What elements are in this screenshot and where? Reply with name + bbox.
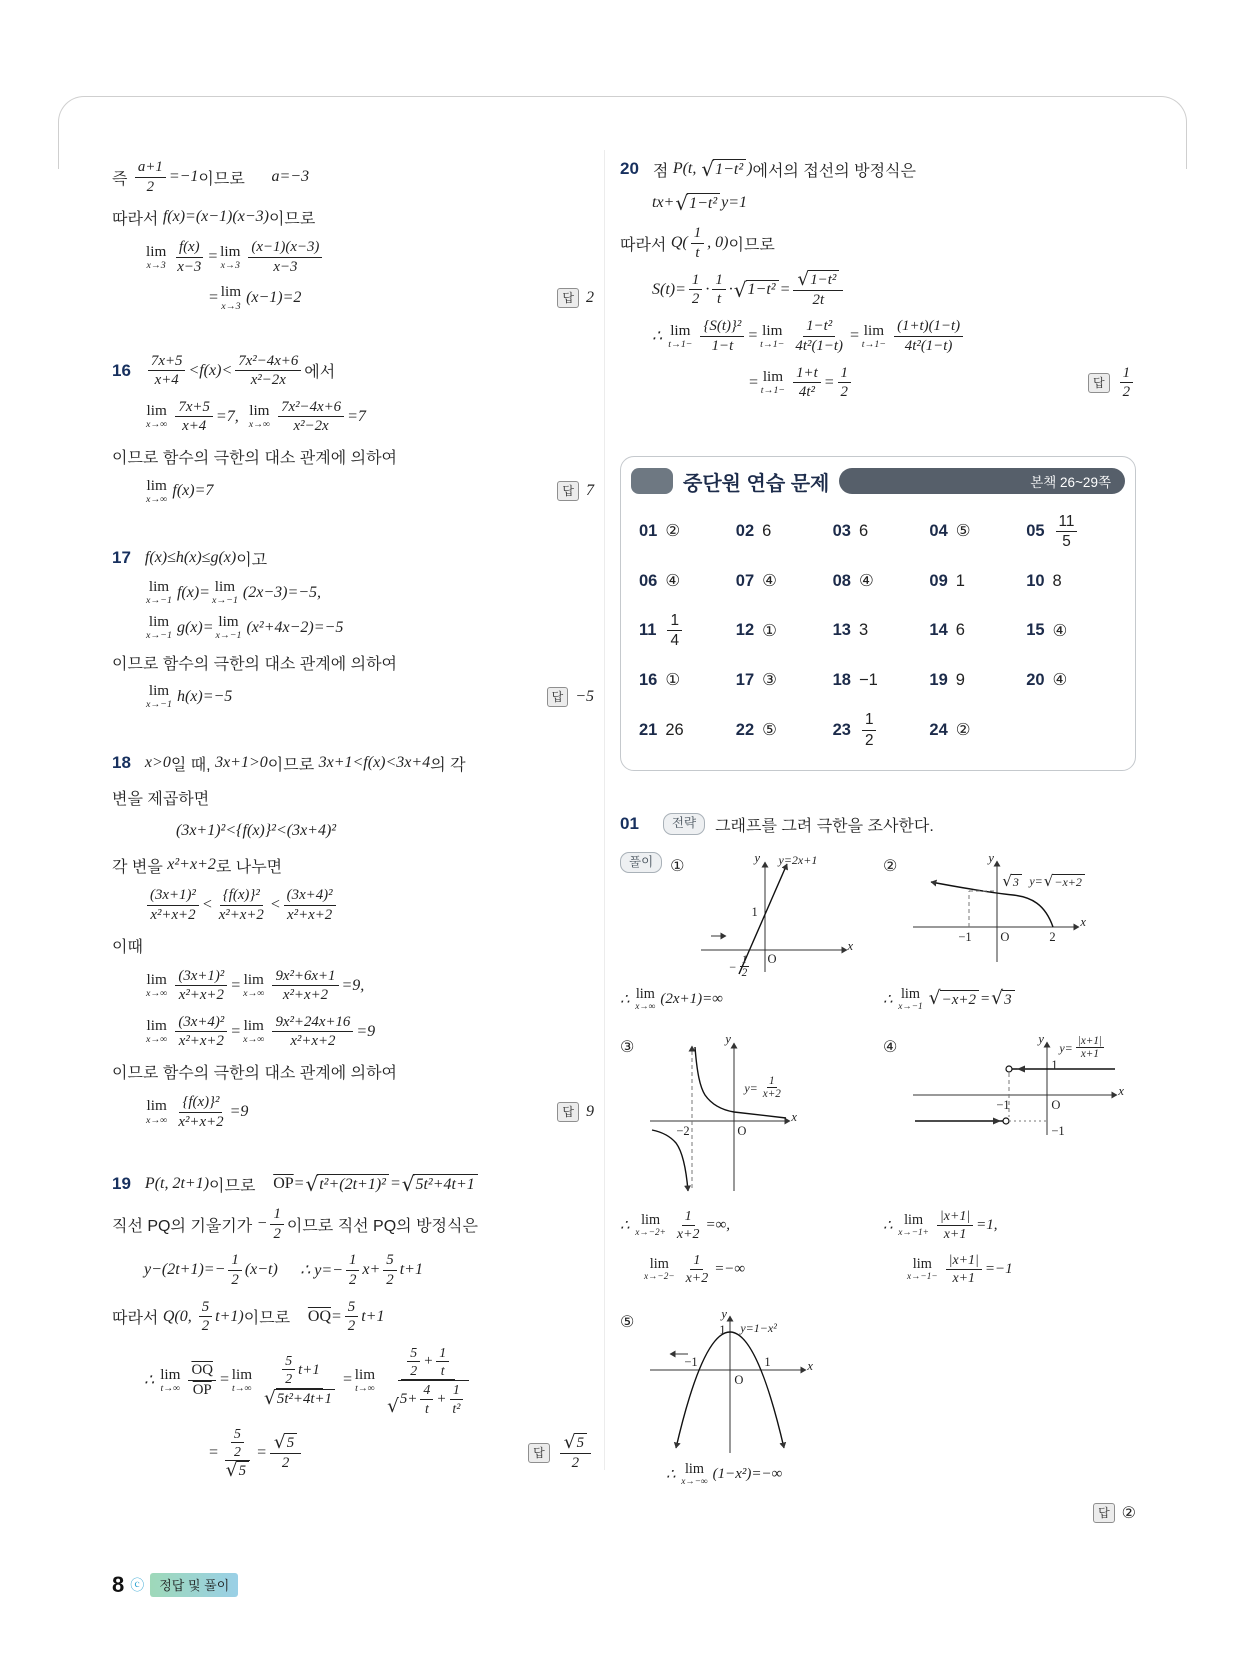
answer-badge: 답 <box>557 481 579 501</box>
item-marker: ① <box>670 857 685 875</box>
answer-number: 04 <box>929 521 948 540</box>
solution-line: 변을 제곱하면 <box>112 790 210 808</box>
problem-01-solution <box>620 813 1136 1526</box>
origin-label: O <box>737 1123 747 1138</box>
graphs-row-2 <box>620 1033 1136 1198</box>
answer-value: 8 <box>1052 571 1062 590</box>
answer-badge: 답 <box>547 687 569 707</box>
answer-item <box>833 611 924 650</box>
answer-number: 15 <box>1026 621 1045 640</box>
answer-number: 22 <box>735 720 755 739</box>
tick-label-neg1: −1 <box>958 929 972 944</box>
limit-conclusion: ∴ lim x→−2+ $\frac{1}{x+2}$ =∞, <box>620 1208 731 1243</box>
solution-line: 19 P(t, 2t+1) 이므로 $\overline{OP}$ = √ t²+(2t+1)² = √ 5t²+4t+1 <box>112 1171 594 1197</box>
answer-value: 6 <box>955 621 965 640</box>
solution-line: lim x→∞ $\frac{\text{(3x+4)²}}{\text{x²+x+2}}$ = lim x→∞ $\frac{\text{9x²+24x+16}}{\text{x²+x+2}}$ =9 <box>146 1013 376 1050</box>
conclusion-cell <box>883 983 1136 1017</box>
answer-item <box>929 611 1020 650</box>
answer-item <box>929 666 1020 694</box>
answer-value: 6 <box>858 521 869 540</box>
item-marker: ② <box>883 857 898 875</box>
answer-number: 16 <box>639 670 658 689</box>
answer-item <box>1026 567 1117 595</box>
origin-label: O <box>767 951 777 966</box>
tick-label-1-y: 1 <box>719 1322 726 1337</box>
answer-value: ⑤ <box>762 721 777 740</box>
tick-label-2: 2 <box>1049 929 1056 944</box>
solution-line: lim x→−1 g(x)= lim x→−1 (x²+4x−2)=−5 <box>146 613 344 642</box>
answer-number: 24 <box>929 720 948 739</box>
answer-box <box>1079 1503 1136 1523</box>
answer-value: ④ <box>762 572 777 591</box>
brand-watermark <box>150 1573 238 1597</box>
origin-label: O <box>1000 929 1010 944</box>
x-axis-label: x <box>807 1358 813 1373</box>
answer-value: 9 <box>955 670 965 689</box>
solution-line: y−(2t+1)=− $\frac{1}{2}$ (x−t) ∴ y=− $\frac{1}{2}$ x+ $\frac{5}{2}$ t+1 <box>144 1252 423 1288</box>
y-axis-label: y <box>725 1031 731 1046</box>
solution-line: (3x+1)²<{f(x)}²<(3x+4)² <box>176 822 337 840</box>
answer-value: 9 <box>586 1103 594 1121</box>
answer-badge: 답 <box>557 1102 579 1122</box>
answer-badge: 답 <box>557 288 579 308</box>
answer-key-box <box>620 456 1136 771</box>
solution-block <box>112 750 594 1131</box>
answer-value: $\frac{11}{5}$ <box>1053 512 1081 551</box>
answer-value: 3 <box>858 621 869 640</box>
answer-value: 1 <box>955 571 965 590</box>
x-axis-label: x <box>791 1109 797 1124</box>
solution-line: 이므로 함수의 극한의 대소 관계에 의하여 <box>112 450 397 468</box>
x-axis-label: x <box>847 938 854 953</box>
answer-value: ① <box>665 671 681 690</box>
problem-20-block <box>620 156 1136 402</box>
x-axis-label: x <box>1080 914 1086 929</box>
solution-line: lim x→−1 h(x)=−5 답 −5 <box>146 682 594 711</box>
strategy-badge: 전략 <box>663 813 705 835</box>
problem-01-header <box>620 813 1136 836</box>
answer-number: 21 <box>639 720 658 739</box>
answer-number: 17 <box>735 670 755 689</box>
limit-conclusion: ∴ lim x→−∞ (1−x²)=−∞ <box>666 1460 783 1487</box>
item-marker: ④ <box>883 1038 898 1056</box>
answer-value: ① <box>762 621 777 640</box>
graph-cell-1 <box>620 850 873 980</box>
solution-line: ∴ lim t→1− $\frac{\text{\{S(t)\}²}}{1-t}$ = lim t→1− $\frac{\text{1−t²}}{\text{4t²(1−t)}}$ = lim t→1− $\frac{(1+t)(1-t)}{\text{4t²(1−t)}}$ <box>620 317 1136 355</box>
origin-label: O <box>734 1372 744 1387</box>
problem-number: 17 <box>112 548 131 567</box>
answer-box <box>514 1433 594 1472</box>
answer-number: 20 <box>1026 670 1045 689</box>
problem-number: 16 <box>112 360 131 380</box>
graph-sqrt-function <box>905 852 1090 967</box>
answer-number: 11 <box>639 621 657 640</box>
solution-block <box>112 158 594 312</box>
answer-box <box>543 288 594 308</box>
column-divider <box>604 150 605 1470</box>
tick-label-neg1-x: −1 <box>996 1097 1010 1112</box>
tick-label-sqrt3: √ 3 <box>1001 874 1023 889</box>
answer-box <box>1074 364 1136 402</box>
tick-label-neg1: −1 <box>684 1354 698 1369</box>
limit-conclusion: lim x→−1− $\frac{|x+1|}{x+1}$ =−1 <box>907 1252 1013 1287</box>
footer-label: 정답 및 풀이 <box>159 1578 230 1593</box>
answer-item <box>639 512 730 551</box>
solution-line: 이므로 함수의 극한의 대소 관계에 의하여 <box>112 1065 397 1083</box>
limit-conclusion: lim x→−2− $\frac{1}{x+2}$ =−∞ <box>644 1252 746 1287</box>
solution-line: lim x→3 $\frac{f(x)}{x-3}$ = lim x→3 $\frac{(x-1)(x-3)}{x-3}$ <box>112 238 594 276</box>
graph-linear-function <box>693 850 858 980</box>
solution-block <box>620 156 1136 402</box>
solution-block <box>112 352 594 506</box>
solution-line: = lim x→3 (x−1)=2 답 2 <box>208 283 594 312</box>
answer-value: ④ <box>1052 671 1068 690</box>
answer-item <box>1026 611 1117 650</box>
answer-value: −5 <box>575 687 594 705</box>
answer-value: 7 <box>586 482 594 500</box>
answer-item <box>736 567 827 595</box>
answer-value: $\frac{1}{4}$ <box>664 611 685 650</box>
solution-line: 따라서 Q( $\frac{1}{t}$ , 0) 이므로 <box>620 225 775 261</box>
x-axis-label: x <box>1118 1083 1124 1098</box>
solution-line: 각 변을 x²+x+2 로 나누면 <box>112 856 283 876</box>
answer-number: 09 <box>929 571 948 590</box>
tick-label-neg1-y: −1 <box>1051 1123 1065 1138</box>
solution-block <box>112 1171 594 1481</box>
solution-line: 직선 PQ의 기울기가 − $\frac{1}{2}$ 이므로 직선 PQ의 방정식은 <box>112 1206 478 1242</box>
page-footer <box>112 1572 238 1598</box>
solution-block <box>112 545 594 710</box>
answer-number: 06 <box>639 571 658 590</box>
answer-grid <box>639 512 1117 750</box>
answer-key-title: 중단원 연습 문제 <box>683 472 830 495</box>
answer-number: 07 <box>735 571 755 590</box>
left-column <box>112 150 594 1521</box>
graph-cell-4 <box>883 1033 1136 1198</box>
answer-number: 14 <box>929 621 948 640</box>
limit-conclusion: ∴ lim x→∞ (2x+1)=∞ <box>620 986 723 1013</box>
answer-item <box>833 710 924 749</box>
function-label: y= $\frac{|x+1|}{x+1}$ <box>1059 1034 1102 1061</box>
answer-number: 19 <box>929 670 948 689</box>
solution-line: 이므로 함수의 극한의 대소 관계에 의하여 <box>112 655 397 673</box>
answer-number: 18 <box>832 670 851 689</box>
page-number: 8 <box>112 1572 125 1597</box>
solution-line: lim x→∞ $\frac{\text{(3x+1)²}}{\text{x²+x+2}}$ = lim x→∞ $\frac{\text{9x²+6x+1}}{\text{x²+x+2}}$ =9, <box>146 967 365 1004</box>
tick-label-1: 1 <box>1051 1057 1058 1072</box>
answer-item <box>929 512 1020 551</box>
y-axis-label: y <box>754 850 761 865</box>
graph-canvas <box>642 1033 802 1198</box>
answer-number: 23 <box>832 720 851 739</box>
answer-badge: 답 <box>1093 1503 1115 1523</box>
answer-item <box>929 567 1020 595</box>
solution-line: lim x→∞ $\frac{\text{\{f(x)\}²}}{\text{x²+x+2}}$ =9 답 9 <box>146 1093 594 1130</box>
empty-cell <box>883 1308 1136 1458</box>
solution-line: = lim t→1− $\frac{1+t}{\text{4t²}}$ = $\frac{1}{2}$ 답 $\frac{1}{2}$ <box>620 364 1136 402</box>
answer-item <box>639 710 730 749</box>
answer-item <box>1026 512 1117 551</box>
answer-badge: 답 <box>1088 373 1110 393</box>
answer-value: −1 <box>858 670 878 689</box>
solution-line: tx+ √ 1−t² y=1 <box>652 191 748 215</box>
graph-cell-3 <box>620 1033 873 1198</box>
answer-value: ⑤ <box>955 522 971 541</box>
limit-conclusion: ∴ lim x→−1+ $\frac{|x+1|}{x+1}$ =1, <box>883 1208 998 1243</box>
solution-line: 16 $\frac{7x+5}{x+4}$ <f(x)< $\frac{\text{7x²−4x+6}}{\text{x²−2x}}$ 에서 <box>112 352 336 389</box>
source-page-band <box>839 468 1125 494</box>
graph-reciprocal-function <box>642 1033 802 1198</box>
answer-number: 12 <box>735 621 755 640</box>
conclusions-row-1 <box>620 983 1136 1017</box>
answer-value: 2 <box>586 288 594 306</box>
answer-item <box>1026 666 1117 694</box>
solution-line: $\frac{\text{(3x+1)²}}{\text{x²+x+2}}$ < $\frac{\text{\{f(x)\}²}}{\text{x²+x+2}}$ < $\frac{\text{(3x+4)²}}{\text{x²+x+2}}$ <box>112 886 594 924</box>
conclusion-cell <box>620 983 873 1017</box>
final-answer-line <box>620 1500 1136 1526</box>
right-column <box>620 148 1136 1534</box>
solution-line: lim x→∞ f(x)=7 답 7 <box>146 476 594 506</box>
graph-cell-2 <box>883 852 1136 977</box>
solution-line: = $\frac{5}{2}$ √ 5 = √ 5 2 답 √ 5 2 <box>112 1425 594 1481</box>
graphs-row-3 <box>620 1308 1136 1458</box>
tick-label-1: 1 <box>751 904 758 919</box>
tick-label-neg2: −2 <box>676 1123 690 1138</box>
answer-number: 08 <box>832 571 851 590</box>
solution-line: 즉 $\frac{a+1}{2}$ =−1 이므로 a=−3 <box>112 159 310 195</box>
answer-value: ③ <box>762 671 777 690</box>
origin-label: O <box>1051 1097 1061 1112</box>
solution-line: 18 x>0 일 때, 3x+1>0 이므로 3x+1<f(x)<3x+4 의 각 <box>112 753 466 774</box>
answer-number: 13 <box>832 621 851 640</box>
answer-item <box>833 512 924 551</box>
graphs-row-1 <box>620 850 1136 980</box>
graph-parabola <box>642 1308 817 1458</box>
tick-label-neg-half: − $\frac{1}{2}$ <box>728 953 748 980</box>
conclusion-cell <box>883 1204 1136 1292</box>
graph-abs-step-function <box>905 1033 1130 1143</box>
answer-value: $\frac{1}{2}$ <box>1117 364 1136 402</box>
answer-badge: 답 <box>528 1443 550 1463</box>
answer-value: ② <box>665 522 681 541</box>
strategy-text: 그래프를 그려 극한을 조사한다. <box>715 817 934 835</box>
answer-box <box>543 481 594 501</box>
answer-key-header <box>631 467 1125 496</box>
answer-item <box>736 611 827 650</box>
answer-value: ④ <box>858 572 874 591</box>
function-label: y=1−x² <box>740 1320 777 1335</box>
limit-conclusion: ∴ lim x→−1 √ −x+2 = √ 3 <box>883 987 1016 1013</box>
answer-value: ④ <box>1052 621 1068 640</box>
item-marker: ③ <box>620 1038 635 1056</box>
solution-line: lim x→∞ $\frac{7x+5}{x+4}$ =7, lim x→∞ $\frac{\text{7x²−4x+6}}{\text{x²−2x}}$ =7 <box>146 398 366 435</box>
function-label: y=2x+1 <box>778 852 818 867</box>
graph-canvas <box>905 852 1090 967</box>
answer-item <box>736 666 827 694</box>
problem-number: 19 <box>112 1174 131 1194</box>
answer-item <box>639 567 730 595</box>
function-label: y= $\frac{1}{x+2}$ <box>744 1074 781 1101</box>
y-axis-label: y <box>1038 1031 1044 1046</box>
solution-line: 따라서 f(x)=(x−1)(x−3) 이므로 <box>112 208 316 228</box>
graph-cell-5 <box>620 1308 873 1458</box>
answer-box <box>533 687 594 707</box>
function-label: y= √ −x+2 <box>1029 874 1086 889</box>
answer-number: 03 <box>832 521 851 540</box>
answer-number: 10 <box>1026 571 1045 590</box>
problem-number: 01 <box>620 814 639 834</box>
answer-number: 02 <box>735 521 755 540</box>
solution-line: ∴ lim t→∞ $\frac{\overline{OQ}}{OP}$ = lim t→∞ $\frac{5}{2}$ t+1 √ 5t²+4t+1 = lim t→∞ $\frac{5}{2}$ + $\frac{1}{t}$ √ 5+ $\frac{4}{t}$ + $\frac{1}{\text{t²}}$ <box>112 1344 594 1417</box>
key-header-tab-decoration <box>631 468 673 494</box>
answer-item <box>833 567 924 595</box>
graph-canvas <box>642 1308 817 1458</box>
source-page-label: 본책 26~29쪽 <box>1030 475 1111 491</box>
conclusion-cell <box>620 1204 873 1292</box>
answer-value: ② <box>1121 1504 1136 1522</box>
answer-value: 26 <box>665 720 684 739</box>
answer-box <box>543 1102 594 1122</box>
answer-value: 6 <box>762 521 772 540</box>
problem-number: 20 <box>620 159 639 178</box>
solution-line: 17 f(x)≤h(x)≤g(x) 이고 <box>112 548 268 569</box>
answer-value: ④ <box>665 572 681 591</box>
answer-item <box>639 611 730 650</box>
answer-number: 05 <box>1026 521 1045 540</box>
solution-line: 20 점 P(t, √ 1−t² ) 에서의 접선의 방정식은 <box>620 157 916 181</box>
solution-line: 따라서 Q(0, $\frac{5}{2}$ t+1) 이므로 $\overline{OQ}$ = $\frac{5}{2}$ t+1 <box>112 1298 385 1335</box>
conclusions-row-2 <box>620 1204 1136 1292</box>
solution-badge: 풀이 <box>620 852 662 874</box>
item-marker: ⑤ <box>620 1313 635 1331</box>
answer-item <box>736 710 827 749</box>
answer-value: ② <box>955 721 971 740</box>
answer-number: 01 <box>639 521 658 540</box>
answer-item <box>929 710 1020 749</box>
brand-symbol: ⓒ <box>130 1577 145 1593</box>
answer-item <box>736 512 827 551</box>
solution-line: 이때 <box>112 939 143 957</box>
y-axis-label: y <box>988 850 994 865</box>
solution-line: lim x→−1 f(x)= lim x→−1 (2x−3)=−5, <box>146 578 322 607</box>
answer-item <box>833 666 924 694</box>
answer-item <box>639 666 730 694</box>
y-axis-label: y <box>721 1306 727 1321</box>
answer-value: √ 5 2 <box>557 1433 594 1472</box>
problem-number: 18 <box>112 753 131 773</box>
answer-value: $\frac{1}{2}$ <box>859 710 880 749</box>
tick-label-1-x: 1 <box>764 1354 771 1369</box>
solution-line: S(t)= $\frac{1}{2}$ · $\frac{1}{t}$ · √ 1−t² = √ 1−t² 2t <box>620 270 1136 309</box>
